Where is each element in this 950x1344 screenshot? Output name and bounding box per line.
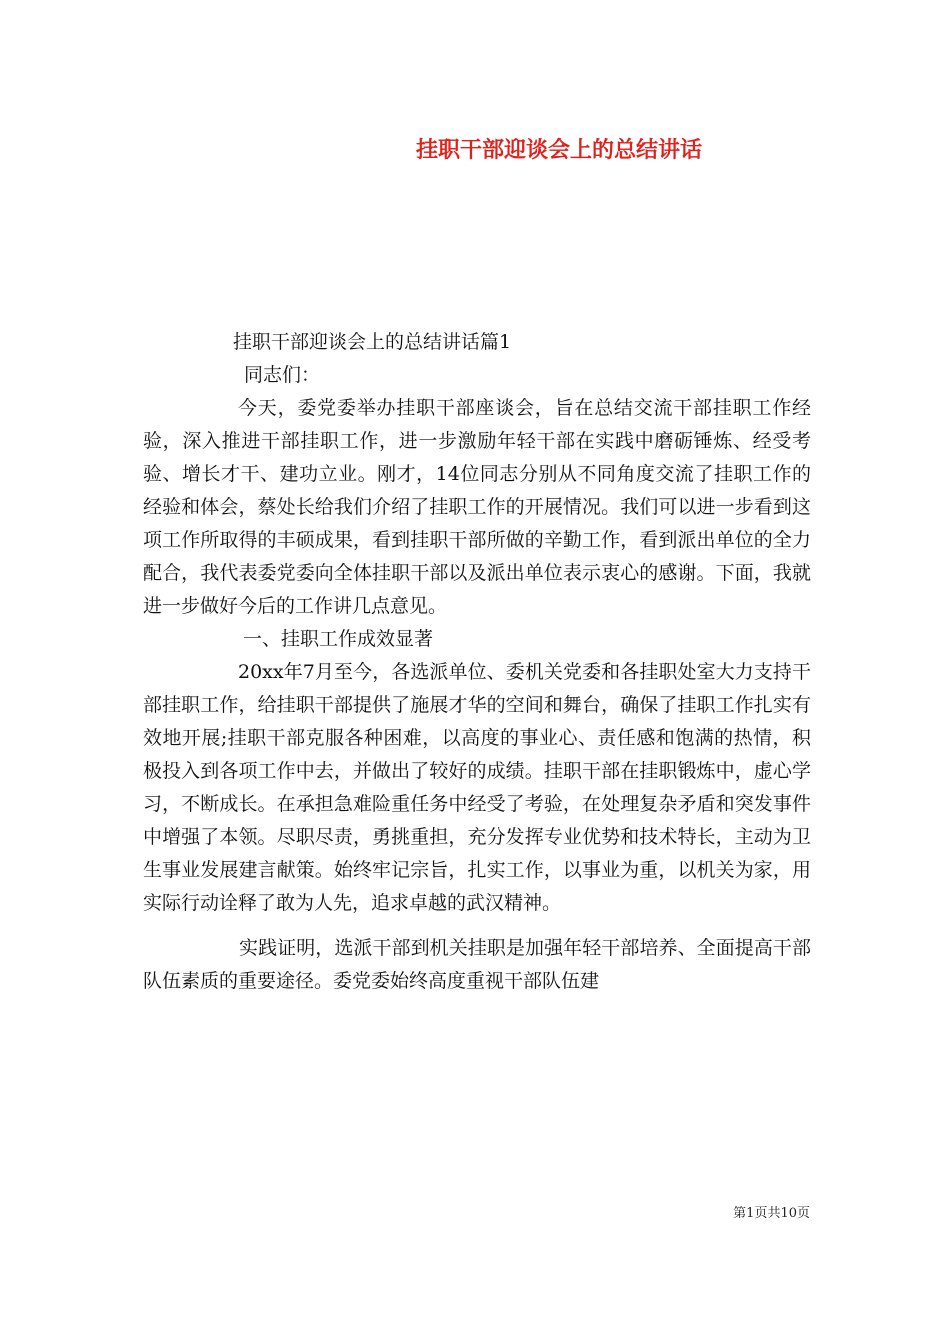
paragraph-practice: 实践证明，选派干部到机关挂职是加强年轻干部培养、全面提高干部队伍素质的重要途径。委党委始终高度重视干部队伍建 — [143, 937, 811, 992]
paragraph-gap — [143, 920, 811, 932]
paragraph-achievements: 20xx年7月至今，各选派单位、委机关党委和各挂职处室大力支持干部挂职工作，给挂职干部提供了施展才华的空间和舞台，确保了挂职工作扎实有效地开展;挂职干部克服各种困难，以高度的事业心、责任感和饱满的热情，积极投入到各项工作中去，并做出了较好的成绩。挂职干部在挂职锻炼中，虚心学习，不断成长。在承担急难险重任务中经受了考验，在处理复杂矛盾和突发事件中增强了本领。尽职尽责，勇挑重担，充分发挥专业优势和技术特长，主动为卫生事业发展建言献策。始终牢记宗旨，扎实工作，以事业为重，以机关为家，用实际行动诠释了敢为人先，追求卓越的武汉精神。 — [143, 661, 811, 914]
page-footer: 第1页共10页 — [733, 1206, 810, 1221]
document-body — [143, 326, 811, 998]
section-heading: 一、挂职工作成效显著 — [243, 628, 434, 650]
paragraph-intro: 今天，委党委举办挂职干部座谈会，旨在总结交流干部挂职工作经验，深入推进干部挂职工作，进一步激励年轻干部在实践中磨砺锤炼、经受考验、增长才干、建功立业。刚才，14位同志分别从不同角度交流了挂职工作的经验和体会，蔡处长给我们介绍了挂职工作的开展情况。我们可以进一步看到这项工作所取得的丰硕成果，看到挂职干部所做的辛勤工作，看到派出单位的全力配合，我代表委党委向全体挂职干部以及派出单位表示衷心的感谢。下面，我就进一步做好今后的工作讲几点意见。 — [143, 397, 811, 617]
section-subtitle: 挂职干部迎谈会上的总结讲话篇1 — [233, 331, 512, 353]
greeting: 同志们： — [244, 364, 321, 386]
document-title: 挂职干部迎谈会上的总结讲话 — [415, 138, 702, 163]
